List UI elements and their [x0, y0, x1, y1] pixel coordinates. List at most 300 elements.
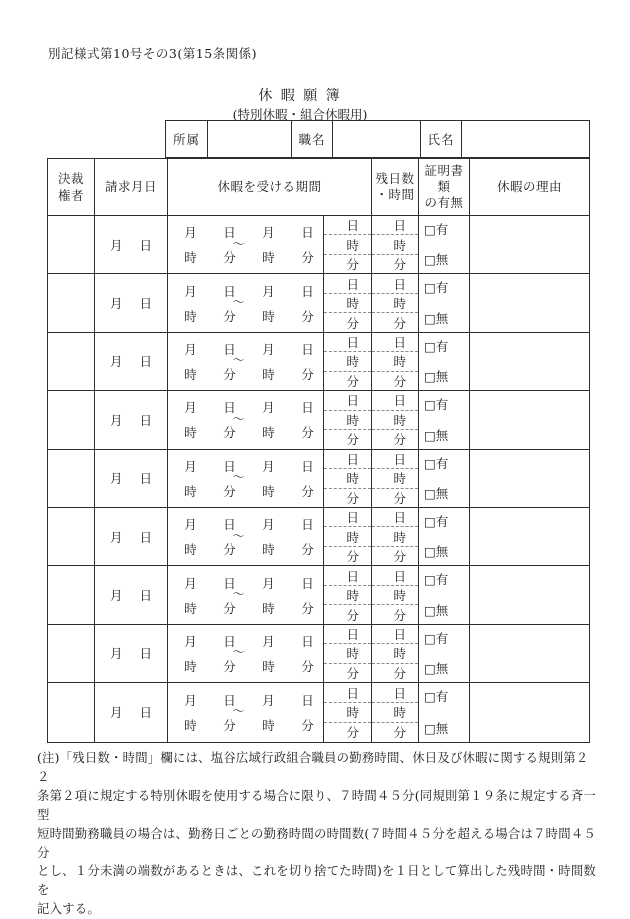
remaining-hours-field[interactable] — [372, 411, 418, 430]
period-cell[interactable] — [167, 683, 323, 741]
hour-label: 時 — [393, 529, 406, 545]
reason-cell[interactable] — [469, 274, 589, 331]
header-request-date: 請求月日 — [94, 159, 167, 215]
checkbox-has-docs[interactable]: □有 — [424, 689, 449, 705]
month-label: 月 — [184, 400, 197, 416]
day-label: 日 — [301, 341, 314, 357]
checkbox-has-docs[interactable]: □有 — [424, 222, 449, 237]
range-tilde: ～ — [232, 704, 245, 719]
checkbox-has-docs[interactable]: □有 — [424, 397, 449, 413]
remaining-cell — [371, 450, 418, 507]
hour-label: 時 — [184, 717, 197, 733]
minute-label: 分 — [301, 717, 314, 733]
table-row — [48, 333, 589, 391]
hour-label: 時 — [346, 705, 359, 721]
period-cell[interactable] — [167, 274, 323, 331]
checkbox-has-docs[interactable]: □有 — [424, 280, 449, 296]
day-label: 日 — [393, 626, 406, 642]
total-minutes-field[interactable] — [324, 723, 371, 742]
total-days-field[interactable] — [324, 683, 371, 703]
total-days-field[interactable] — [324, 391, 371, 410]
day-label: 日 — [223, 283, 236, 299]
range-tilde: ～ — [232, 528, 245, 543]
certificate-cell — [418, 391, 469, 448]
remaining-days-field[interactable] — [372, 508, 418, 527]
day-label: 日 — [346, 451, 359, 467]
period-cell[interactable] — [167, 566, 323, 623]
period-total-cell — [323, 391, 371, 448]
day-label: 日 — [301, 283, 314, 299]
request-date-cell[interactable] — [94, 216, 167, 273]
request-date-cell[interactable] — [94, 625, 167, 682]
total-days-field[interactable] — [324, 625, 371, 644]
period-cell[interactable] — [167, 216, 323, 273]
month-label: 月 — [109, 296, 123, 312]
hour-label: 時 — [184, 308, 197, 324]
minute-label: 分 — [223, 658, 236, 674]
footnote-line: 条第２項に規定する特別休暇を使用する場合に限り、７時間４５分(同規則第１９条に規定する斉一型 — [37, 787, 597, 822]
table-row — [48, 566, 589, 624]
period-cell[interactable] — [167, 508, 323, 565]
minute-label: 分 — [346, 490, 359, 506]
day-label: 日 — [346, 218, 359, 234]
hour-label: 時 — [393, 354, 406, 370]
hour-label: 時 — [346, 354, 359, 370]
total-hours-field[interactable] — [324, 703, 371, 723]
minute-label: 分 — [346, 607, 359, 623]
request-date-cell[interactable] — [94, 683, 167, 741]
day-label: 日 — [393, 276, 406, 292]
remaining-hours-field[interactable] — [372, 586, 418, 605]
certificate-cell — [418, 333, 469, 390]
request-date-cell[interactable] — [94, 566, 167, 623]
month-label: 月 — [109, 705, 123, 721]
month-label: 月 — [109, 588, 123, 604]
total-minutes-field[interactable] — [324, 605, 371, 623]
department-field[interactable] — [207, 121, 291, 157]
remaining-minutes-field[interactable] — [372, 489, 418, 507]
total-days-field[interactable] — [324, 274, 371, 293]
day-label: 日 — [301, 400, 314, 416]
minute-label: 分 — [301, 425, 314, 441]
minute-label: 分 — [393, 549, 406, 565]
month-label: 月 — [262, 692, 275, 708]
month-label: 月 — [262, 575, 275, 591]
day-label: 日 — [301, 633, 314, 649]
remaining-cell — [371, 625, 418, 682]
page-title: 休 暇 願 簿 — [258, 88, 342, 104]
total-days-field[interactable] — [324, 508, 371, 527]
total-minutes-field[interactable] — [324, 255, 371, 273]
day-label: 日 — [139, 529, 153, 545]
hour-label: 時 — [184, 250, 197, 266]
info-header-row — [165, 120, 590, 158]
month-label: 月 — [184, 225, 197, 241]
day-label: 日 — [301, 225, 314, 241]
hour-label: 時 — [184, 600, 197, 616]
day-label: 日 — [393, 218, 406, 234]
range-tilde: ～ — [232, 353, 245, 368]
request-date-cell[interactable] — [94, 274, 167, 331]
minute-label: 分 — [301, 250, 314, 266]
total-minutes-field[interactable] — [324, 664, 371, 682]
remaining-hours-field[interactable] — [372, 703, 418, 723]
hour-label: 時 — [184, 425, 197, 441]
remaining-cell — [371, 683, 418, 741]
month-label: 月 — [184, 517, 197, 533]
month-label: 月 — [262, 517, 275, 533]
period-total-cell — [323, 683, 371, 741]
range-tilde: ～ — [232, 295, 245, 310]
total-hours-field[interactable] — [324, 469, 371, 488]
reason-cell[interactable] — [469, 450, 589, 507]
remaining-cell — [371, 274, 418, 331]
day-label: 日 — [346, 393, 359, 409]
day-label: 日 — [223, 517, 236, 533]
certificate-cell — [418, 216, 469, 273]
hour-label: 時 — [262, 542, 275, 558]
reason-cell[interactable] — [469, 566, 589, 623]
minute-label: 分 — [223, 483, 236, 499]
minute-label: 分 — [346, 432, 359, 448]
day-label: 日 — [223, 225, 236, 241]
checkbox-no-docs[interactable]: □無 — [424, 369, 449, 385]
approver-cell[interactable] — [48, 508, 94, 565]
period-cell[interactable] — [167, 450, 323, 507]
remaining-days-field[interactable] — [372, 566, 418, 585]
minute-label: 分 — [346, 315, 359, 331]
hour-label: 時 — [262, 658, 275, 674]
hour-label: 時 — [346, 237, 359, 253]
period-total-cell — [323, 508, 371, 565]
total-hours-field[interactable] — [324, 235, 371, 254]
day-label: 日 — [223, 633, 236, 649]
approver-cell[interactable] — [48, 625, 94, 682]
remaining-hours-field[interactable] — [372, 352, 418, 371]
approver-cell[interactable] — [48, 683, 94, 741]
hour-label: 時 — [393, 237, 406, 253]
department-label: 所属 — [172, 132, 200, 147]
table-row — [48, 391, 589, 449]
minute-label: 分 — [393, 490, 406, 506]
approver-cell[interactable] — [48, 566, 94, 623]
hour-label: 時 — [346, 471, 359, 487]
total-hours-field[interactable] — [324, 352, 371, 371]
month-label: 月 — [109, 529, 123, 545]
header-period: 休暇を受ける期間 — [167, 159, 371, 215]
certificate-cell — [418, 683, 469, 741]
period-cell[interactable] — [167, 391, 323, 448]
certificate-cell — [418, 625, 469, 682]
remaining-minutes-field[interactable] — [372, 430, 418, 448]
minute-label: 分 — [301, 308, 314, 324]
footnote-line: 記入する。 — [37, 901, 100, 917]
range-tilde: ～ — [232, 645, 245, 660]
checkbox-no-docs[interactable]: □無 — [424, 602, 449, 618]
minute-label: 分 — [301, 600, 314, 616]
remaining-days-field[interactable] — [372, 274, 418, 293]
remaining-hours-field[interactable] — [372, 644, 418, 663]
footnote-line: 短時間勤務職員の場合は、勤務日ごとの勤務時間の時間数(７時間４５分を超える場合は７時間４５分 — [37, 825, 597, 860]
certificate-cell — [418, 274, 469, 331]
month-label: 月 — [262, 283, 275, 299]
checkbox-has-docs[interactable]: □有 — [424, 630, 449, 646]
remaining-minutes-field[interactable] — [372, 664, 418, 682]
minute-label: 分 — [393, 432, 406, 448]
month-label: 月 — [109, 646, 123, 662]
request-date-cell[interactable] — [94, 391, 167, 448]
day-label: 日 — [393, 393, 406, 409]
range-tilde: ～ — [232, 236, 245, 251]
day-label: 日 — [393, 335, 406, 351]
day-label: 日 — [346, 335, 359, 351]
minute-label: 分 — [346, 549, 359, 565]
remaining-minutes-field[interactable] — [372, 372, 418, 390]
total-days-field[interactable] — [324, 333, 371, 352]
checkbox-has-docs[interactable]: □有 — [424, 572, 449, 588]
request-date-cell[interactable] — [94, 450, 167, 507]
reason-cell[interactable] — [469, 683, 589, 741]
hour-label: 時 — [346, 296, 359, 312]
day-label: 日 — [139, 354, 153, 370]
month-label: 月 — [262, 225, 275, 241]
header-reason: 休暇の理由 — [469, 159, 589, 215]
checkbox-no-docs[interactable]: □無 — [424, 720, 449, 736]
hour-label: 時 — [262, 600, 275, 616]
minute-label: 分 — [223, 366, 236, 382]
hour-label: 時 — [346, 646, 359, 662]
name-field[interactable] — [461, 121, 589, 157]
day-label: 日 — [301, 517, 314, 533]
total-minutes-field[interactable] — [324, 313, 371, 331]
remaining-hours-field[interactable] — [372, 235, 418, 254]
hour-label: 時 — [184, 542, 197, 558]
hour-label: 時 — [262, 366, 275, 382]
remaining-hours-field[interactable] — [372, 469, 418, 488]
request-date-cell[interactable] — [94, 508, 167, 565]
remaining-days-field[interactable] — [372, 216, 418, 235]
month-label: 月 — [184, 341, 197, 357]
total-minutes-field[interactable] — [324, 372, 371, 390]
hour-label: 時 — [262, 425, 275, 441]
minute-label: 分 — [301, 542, 314, 558]
month-label: 月 — [262, 458, 275, 474]
certificate-cell — [418, 508, 469, 565]
remaining-minutes-field[interactable] — [372, 313, 418, 331]
approver-cell[interactable] — [48, 450, 94, 507]
day-label: 日 — [223, 458, 236, 474]
remaining-minutes-field[interactable] — [372, 605, 418, 623]
remaining-days-field[interactable] — [372, 333, 418, 352]
checkbox-no-docs[interactable]: □無 — [424, 544, 449, 560]
hour-label: 時 — [393, 296, 406, 312]
day-label: 日 — [223, 341, 236, 357]
approver-cell[interactable] — [48, 333, 94, 390]
total-days-field[interactable] — [324, 566, 371, 585]
position-label: 職名 — [291, 121, 332, 157]
month-label: 月 — [184, 633, 197, 649]
total-hours-field[interactable] — [324, 527, 371, 546]
day-label: 日 — [223, 692, 236, 708]
remaining-days-field[interactable] — [372, 450, 418, 469]
minute-label: 分 — [301, 658, 314, 674]
table-body — [48, 216, 589, 742]
month-label: 月 — [109, 354, 123, 370]
month-label: 月 — [184, 575, 197, 591]
month-label: 月 — [109, 471, 123, 487]
day-label: 日 — [346, 568, 359, 584]
day-label: 日 — [393, 451, 406, 467]
table-header-row — [48, 159, 589, 216]
checkbox-has-docs[interactable]: □有 — [424, 455, 449, 471]
period-total-cell — [323, 333, 371, 390]
month-label: 月 — [184, 283, 197, 299]
minute-label: 分 — [223, 600, 236, 616]
request-date-cell[interactable] — [94, 333, 167, 390]
total-minutes-field[interactable] — [324, 430, 371, 448]
total-hours-field[interactable] — [324, 294, 371, 313]
period-cell[interactable] — [167, 625, 323, 682]
total-minutes-field[interactable] — [324, 547, 371, 565]
minute-label: 分 — [301, 366, 314, 382]
remaining-hours-field[interactable] — [372, 527, 418, 546]
month-label: 月 — [262, 400, 275, 416]
total-days-field[interactable] — [324, 216, 371, 235]
day-label: 日 — [223, 400, 236, 416]
day-label: 日 — [139, 588, 153, 604]
month-label: 月 — [262, 341, 275, 357]
minute-label: 分 — [223, 717, 236, 733]
day-label: 日 — [346, 626, 359, 642]
remaining-minutes-field[interactable] — [372, 547, 418, 565]
approver-cell[interactable] — [48, 216, 94, 273]
header-certificate: 証明書類 の有無 — [418, 159, 469, 215]
table-row — [48, 274, 589, 332]
total-hours-field[interactable] — [324, 586, 371, 605]
remaining-cell — [371, 566, 418, 623]
minute-label: 分 — [393, 607, 406, 623]
hour-label: 時 — [346, 529, 359, 545]
reason-cell[interactable] — [469, 625, 589, 682]
total-days-field[interactable] — [324, 450, 371, 469]
minute-label: 分 — [346, 725, 359, 741]
reason-cell[interactable] — [469, 508, 589, 565]
day-label: 日 — [346, 276, 359, 292]
total-minutes-field[interactable] — [324, 489, 371, 507]
hour-label: 時 — [262, 308, 275, 324]
day-label: 日 — [139, 412, 153, 428]
minute-label: 分 — [301, 483, 314, 499]
remaining-cell — [371, 216, 418, 273]
position-field[interactable] — [332, 121, 420, 157]
month-label: 月 — [184, 692, 197, 708]
range-tilde: ～ — [232, 470, 245, 485]
hour-label: 時 — [393, 471, 406, 487]
day-label: 日 — [393, 685, 406, 701]
checkbox-no-docs[interactable]: □無 — [424, 310, 449, 326]
header-approver: 決裁 権者 — [57, 170, 84, 203]
remaining-days-field[interactable] — [372, 625, 418, 644]
minute-label: 分 — [393, 315, 406, 331]
table-row — [48, 450, 589, 508]
month-label: 月 — [109, 237, 123, 253]
day-label: 日 — [346, 685, 359, 701]
day-label: 日 — [393, 568, 406, 584]
day-label: 日 — [139, 237, 153, 253]
certificate-cell — [418, 450, 469, 507]
minute-label: 分 — [346, 257, 359, 273]
remaining-cell — [371, 391, 418, 448]
table-row — [48, 683, 589, 741]
certificate-cell — [418, 566, 469, 623]
remaining-minutes-field[interactable] — [372, 723, 418, 742]
remaining-days-field[interactable] — [372, 683, 418, 703]
checkbox-no-docs[interactable]: □無 — [424, 252, 449, 268]
remaining-days-field[interactable] — [372, 391, 418, 410]
day-label: 日 — [223, 575, 236, 591]
reason-cell[interactable] — [469, 391, 589, 448]
month-label: 月 — [184, 458, 197, 474]
remaining-cell — [371, 333, 418, 390]
checkbox-no-docs[interactable]: □無 — [424, 661, 449, 677]
table-row — [48, 508, 589, 566]
remaining-minutes-field[interactable] — [372, 255, 418, 273]
day-label: 日 — [139, 705, 153, 721]
minute-label: 分 — [393, 725, 406, 741]
checkbox-has-docs[interactable]: □有 — [424, 338, 449, 354]
minute-label: 分 — [393, 665, 406, 681]
checkbox-no-docs[interactable]: □無 — [424, 427, 449, 443]
header-remaining: 残日数 ・時間 — [371, 159, 418, 215]
name-label: 氏名 — [420, 121, 461, 157]
hour-label: 時 — [346, 588, 359, 604]
approver-cell[interactable] — [48, 391, 94, 448]
checkbox-has-docs[interactable]: □有 — [424, 513, 449, 529]
minute-label: 分 — [223, 250, 236, 266]
hour-label: 時 — [393, 705, 406, 721]
checkbox-no-docs[interactable]: □無 — [424, 485, 449, 501]
period-total-cell — [323, 625, 371, 682]
hour-label: 時 — [262, 717, 275, 733]
approver-cell[interactable] — [48, 274, 94, 331]
day-label: 日 — [393, 510, 406, 526]
total-hours-field[interactable] — [324, 644, 371, 663]
reason-cell[interactable] — [469, 333, 589, 390]
period-total-cell — [323, 450, 371, 507]
minute-label: 分 — [346, 665, 359, 681]
period-cell[interactable] — [167, 333, 323, 390]
remaining-hours-field[interactable] — [372, 294, 418, 313]
minute-label: 分 — [223, 425, 236, 441]
remaining-cell — [371, 508, 418, 565]
form-number: 別記様式第10号その3(第15条関係) — [48, 46, 258, 61]
reason-cell[interactable] — [469, 216, 589, 273]
table-row — [48, 216, 589, 274]
table-row — [48, 625, 589, 683]
footnote-line: とし、１分未満の端数があるときは、これを切り捨てた時間)を１日として算出した残時間・時間数を — [37, 863, 597, 898]
hour-label: 時 — [184, 483, 197, 499]
day-label: 日 — [139, 296, 153, 312]
page-subtitle: (特別休暇・組合休暇用) — [232, 107, 368, 122]
hour-label: 時 — [393, 646, 406, 662]
total-hours-field[interactable] — [324, 411, 371, 430]
hour-label: 時 — [262, 250, 275, 266]
hour-label: 時 — [346, 412, 359, 428]
minute-label: 分 — [393, 373, 406, 389]
range-tilde: ～ — [232, 411, 245, 426]
minute-label: 分 — [223, 308, 236, 324]
hour-label: 時 — [393, 412, 406, 428]
